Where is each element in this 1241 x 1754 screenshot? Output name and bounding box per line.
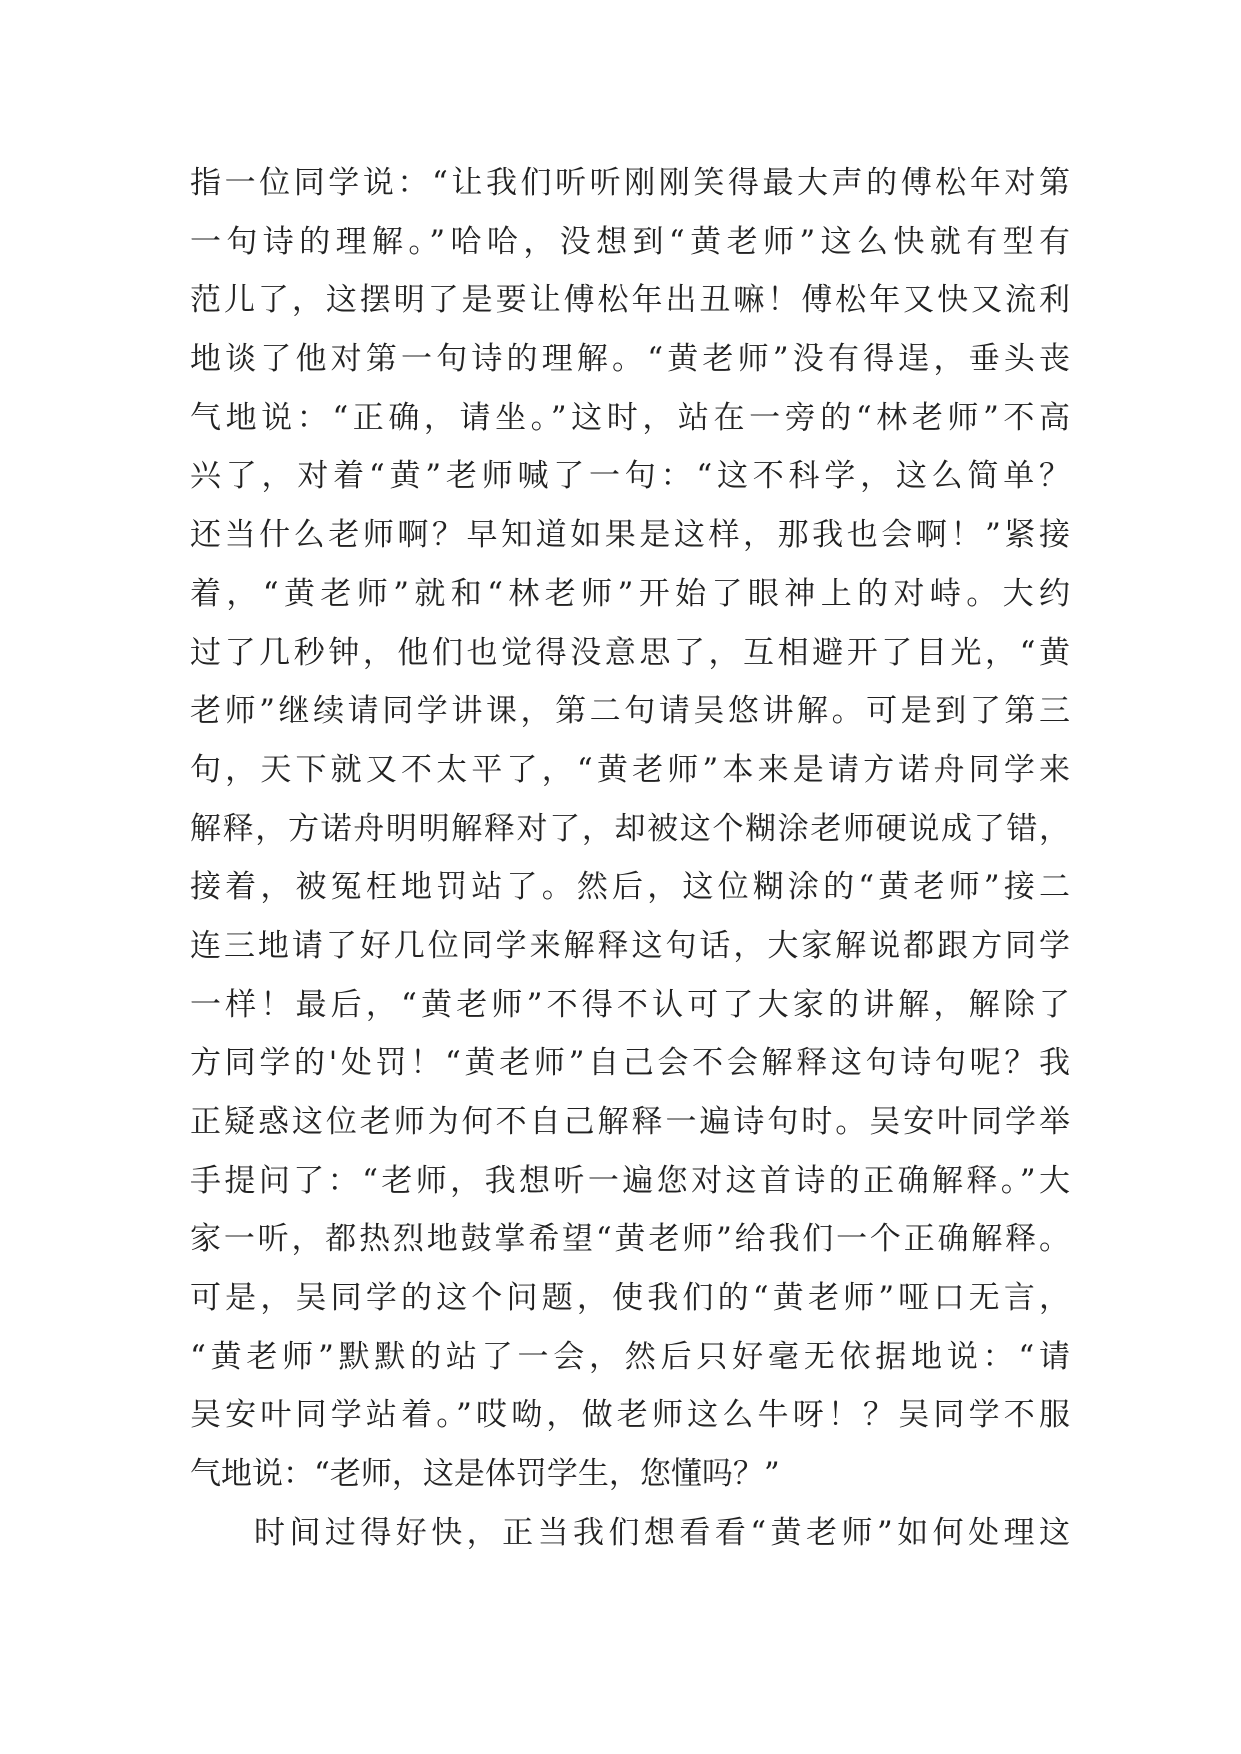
text-line: 老师”继续请同学讲课，第二句请吴悠讲解。可是到了第三 (190, 693, 1070, 730)
text-line: 过了几秒钟，他们也觉得没意思了，互相避开了目光，“黄 (190, 634, 1070, 671)
text-line: 接着，被冤枉地罚站了。然后，这位糊涂的“黄老师”接二 (190, 869, 1070, 906)
text-line: 家一听，都热烈地鼓掌希望“黄老师”给我们一个正确解释。 (190, 1221, 1070, 1258)
paragraph-start-line: 时间过得好快，正当我们想看看“黄老师”如何处理这 (254, 1514, 1070, 1551)
text-line: 方同学的'处罚！“黄老师”自己会不会解释这句诗句呢？我 (190, 1045, 1070, 1082)
text-line: 连三地请了好几位同学来解释这句话，大家解说都跟方同学 (190, 927, 1070, 964)
text-line: 解释，方诺舟明明解释对了，却被这个糊涂老师硬说成了错， (190, 810, 1070, 847)
paragraph-end-line: 气地说：“老师，这是体罚学生，您懂吗？” (190, 1456, 780, 1493)
text-line: 句，天下就又不太平了，“黄老师”本来是请方诺舟同学来 (190, 751, 1070, 788)
text-line: 气地说：“正确，请坐。”这时，站在一旁的“林老师”不高 (190, 399, 1070, 436)
text-line: 一句诗的理解。”哈哈，没想到“黄老师”这么快就有型有 (190, 223, 1070, 260)
text-line: 兴了，对着“黄”老师喊了一句：“这不科学，这么简单？ (190, 458, 1070, 495)
text-line: 着，“黄老师”就和“林老师”开始了眼神上的对峙。大约 (190, 575, 1070, 612)
text-line: 还当什么老师啊？早知道如果是这样，那我也会啊！”紧接 (190, 517, 1070, 554)
text-line: “黄老师”默默的站了一会，然后只好毫无依据地说：“请 (190, 1338, 1070, 1375)
text-line: 指一位同学说：“让我们听听刚刚笑得最大声的傅松年对第 (190, 165, 1070, 201)
text-line: 手提问了：“老师，我想听一遍您对这首诗的正确解释。”大 (190, 1162, 1070, 1199)
text-line: 地谈了他对第一句诗的理解。“黄老师”没有得逞，垂头丧 (190, 341, 1070, 378)
text-line: 一样！最后，“黄老师”不得不认可了大家的讲解，解除了 (190, 986, 1070, 1023)
text-line: 可是，吴同学的这个问题，使我们的“黄老师”哑口无言， (190, 1280, 1070, 1317)
text-line: 范儿了，这摆明了是要让傅松年出丑嘛！傅松年又快又流利 (190, 282, 1070, 319)
text-line: 正疑惑这位老师为何不自己解释一遍诗句时。吴安叶同学举 (190, 1104, 1070, 1140)
text-line: 吴安叶同学站着。”哎呦，做老师这么牛呀！？吴同学不服 (190, 1397, 1070, 1434)
body-text (190, 154, 1070, 1563)
